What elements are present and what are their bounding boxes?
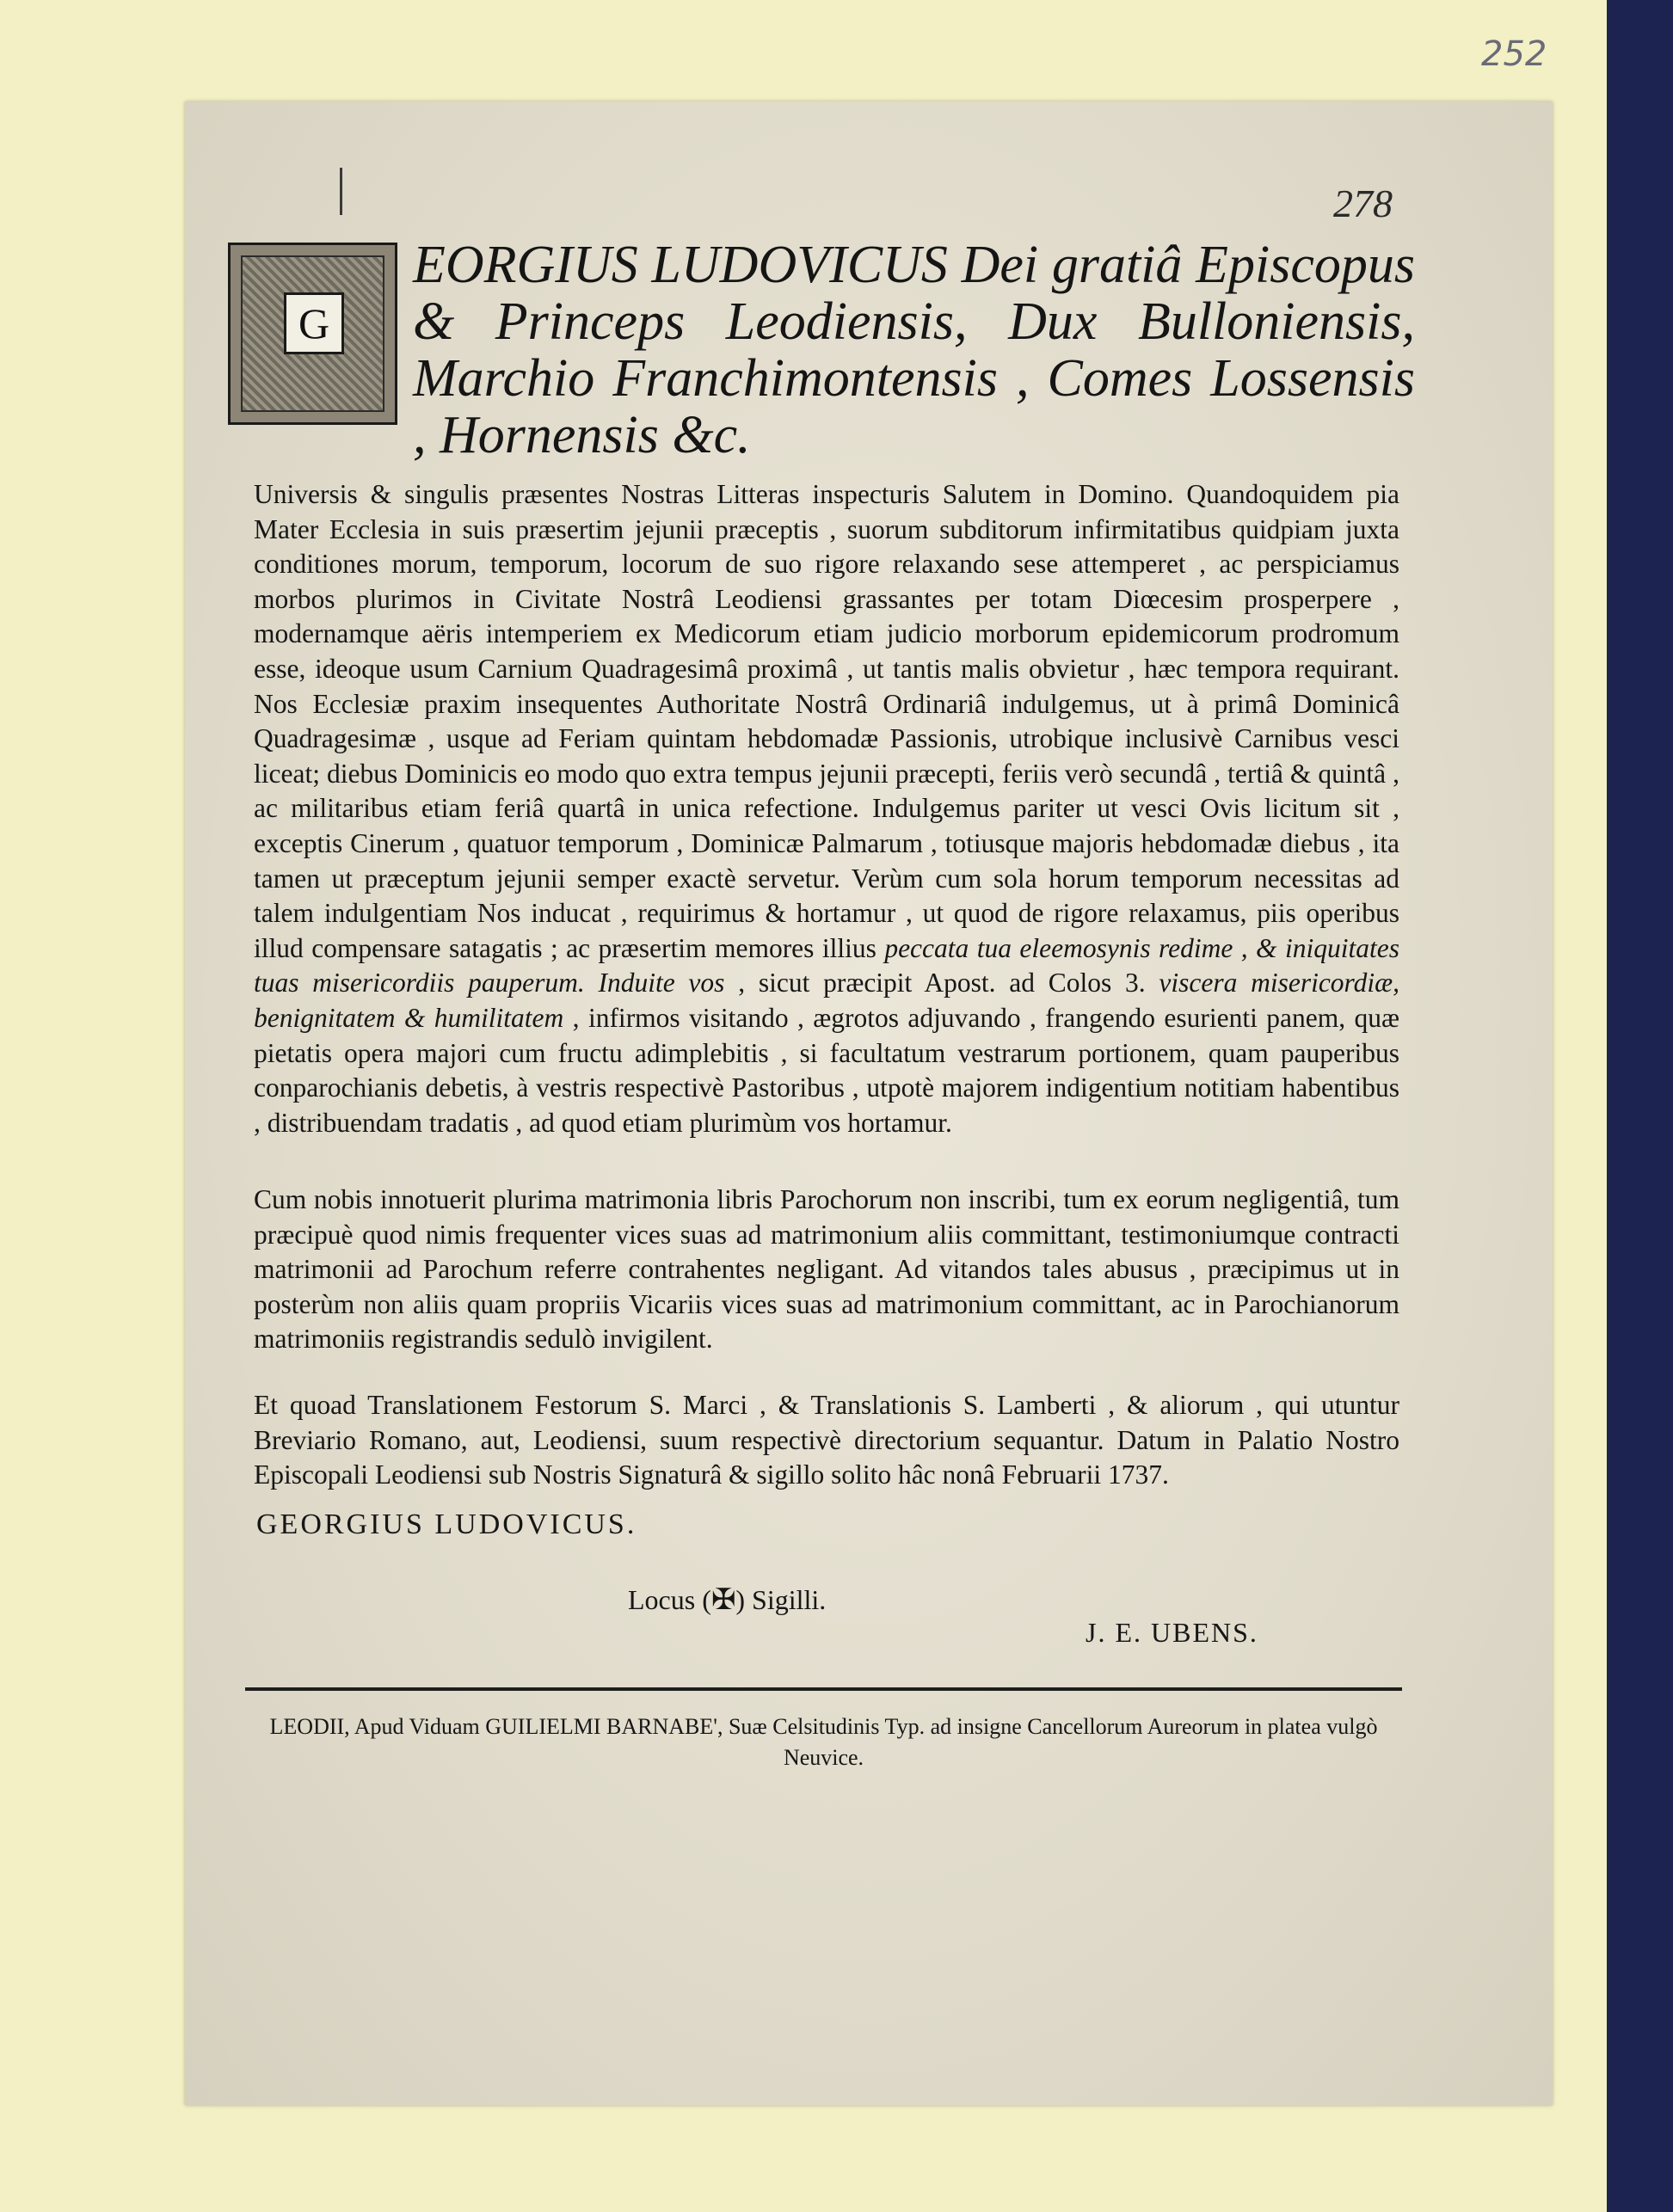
italic-quote: peccata tua eleemosynis redime , & iniquitates tuas misericordiis pauperum. Induite vos xyxy=(254,932,1399,998)
paragraph-lent-indulgence xyxy=(254,477,1399,1140)
paragraph-marriage-registers: Cum nobis innotuerit plurima matrimonia libris Parochorum non inscribi, tum ex eorum negligentiâ, tum præcipuè quod nimis frequenter vices suas ad matrimonium aliis committant, testimoniumque contracti matrimonii ad Parochum referre contrahentes negligant. Ad vitandos tales abusus , præcipimus ut in posterùm non aliis quam propriis Vicariis vices suas ad matrimonium committant, ac in Parochianorum matrimoniis registrandis sedulò invigilent. xyxy=(254,1184,1399,1355)
bishop-signature: GEORGIUS LUDOVICUS. xyxy=(256,1508,637,1540)
text-run: , infirmos visitando , ægrotos adjuvando , frangendo esurienti panem, quæ pietatis opera majori cum fructu adimplebitis , si facultatum vestrarum portionem, quam pauperibus conparochianis debetis, à vestris respectivè Pastoribus , utpotè majorem indigentium notitiam habentibus , distribuendam tradatis , ad quod etiam plurimùm vos hortamur. xyxy=(254,1002,1399,1138)
text-run: , sicut præcipit Apost. ad Colos 3. xyxy=(738,968,1146,998)
archive-number: 252 xyxy=(1481,34,1547,74)
text-run: Universis & singulis præsentes Nostras Litteras inspecturis Salutem in Domino. Quandoquidem pia Mater Ecclesia in suis præsertim jejunii præceptis , suorum subditorum infirmitatibus quidpiam juxta conditiones morum, temporum, locorum de suo rigore relaxando sese attemperet , ac perspiciamus morbos plurimos in Civitate Nostrâ Leodiensi grassantes per totam Diœcesim prosperpere , modernamque aëris intemperiem ex Medicorum etiam judicio morborum epidemicorum prodromum esse, ideoque usum Carnium Quadragesimâ proximâ , ut tantis malis obvietur , hæc tempora requirant. Nos Ecclesiæ praxim insequentes Authoritate Nostrâ Ordinariâ indulgemus, ut à primâ Dominicâ Quadragesimæ , usque ad Feriam quintam hebdomadæ Passionis, utrobique inclusivè Carnibus vesci liceat; diebus Dominicis eo modo quo extra tempus jejunii præcepti, feriis verò secundâ , tertiâ & quintâ , ac militaribus etiam feriâ quartâ in unica refectione. Indulgemus pariter ut vesci Ovis licitum sit , exceptis Cinerum , quatuor temporum , Dominicæ Palmarum , totiusque majoris hebdomadæ diebus , ita tamen ut præceptum jejunii semper exactè servetur. Verùm cum sola horum temporum necessitas ad talem indulgentiam Nos inducat , requirimus & hortamur , ut quod de rigore relaxamus, piis operibus illud compensare satagatis ; ac præsertim memores illius xyxy=(254,479,1399,963)
document-heading: EORGIUS LUDOVICUS Dei gratiâ Episcopus & Princeps Leodiensis, Dux Bulloniensis, Marchio Franchimontensis , Comes Lossensis , Hornensis &c. xyxy=(413,236,1415,464)
paragraph-feast-translation: Et quoad Translationem Festorum S. Marci , & Translationis S. Lamberti , & aliorum , qui utuntur Breviario Romano, aut, Leodiensi, suum respectivè directorium sequantur. Datum in Palatio Nostro Episcopali Leodiensi sub Nostris Signaturâ & sigillo solito hâc nonâ Februarii 1737. xyxy=(254,1389,1399,1490)
printer-imprint: LEODII, Apud Viduam GUILIELMI BARNABE', Suæ Celsitudinis Typ. ad insigne Cancellorum Aureorum in platea vulgò Neuvice. xyxy=(269,1714,1378,1770)
decree-body xyxy=(254,477,1399,1140)
divider-rule xyxy=(245,1687,1402,1691)
seal-label-right: ) Sigilli. xyxy=(735,1584,827,1615)
decorated-initial xyxy=(228,243,397,425)
initial-letter-box xyxy=(284,292,344,354)
decree-body-continued xyxy=(254,1183,1399,1493)
page-number: 278 xyxy=(1333,181,1393,225)
seal-label-left: Locus ( xyxy=(628,1584,711,1615)
initial-letter: G xyxy=(298,299,330,347)
maltese-cross-icon: ✠ xyxy=(710,1582,736,1617)
italic-quote: viscera misericordiæ, benignitatem & humilitatem xyxy=(254,968,1400,1033)
seal-placement xyxy=(628,1582,826,1617)
ink-mark xyxy=(340,168,342,215)
cosigner-signature: J. E. UBENS. xyxy=(1086,1617,1258,1648)
